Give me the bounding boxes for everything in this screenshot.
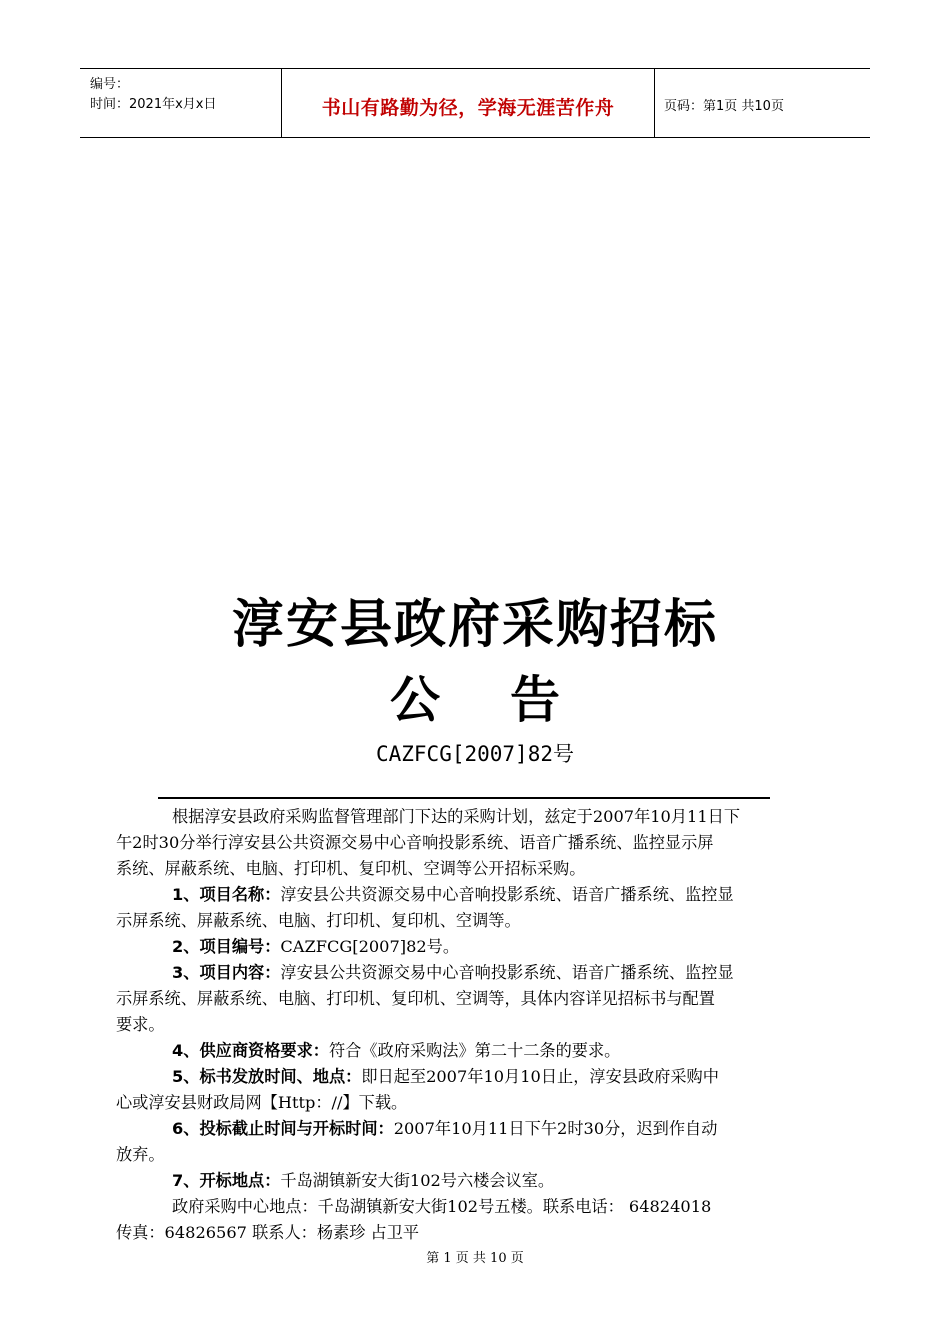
item-project-content-cont-2: 要求。 [116,1015,165,1034]
contact-line-2: 传真：64826567 联系人：杨素珍 占卫平 [116,1223,420,1242]
item-project-number [116,934,836,960]
header-motto-cell [281,69,655,137]
item-label: 4、供应商资格要求： [172,1041,329,1060]
item-deadline-cont: 放弃。 [116,1145,165,1164]
item-text: 2007年10月11日下午2时30分，迟到作自动 [393,1119,718,1138]
motto: 书山有路勤为径，学海无涯苦作舟 [321,97,615,119]
item-label: 7、开标地点： [172,1171,281,1190]
item-label: 2、项目编号： [172,937,281,956]
item-project-name [116,882,836,908]
intro-line-3: 系统、屏蔽系统、电脑、打印机、复印机、空调等公开招标采购。 [116,859,586,878]
subtitle-char-2: 告 [510,670,560,729]
document-number: CAZFCG[2007]82号 [375,742,574,766]
item-text: 淳安县公共资源交易中心音响投影系统、语音广播系统、监控显 [280,885,734,904]
page-info: 页码：第1页 共10页 [664,99,784,114]
document-title: 淳安县政府采购招标 [231,594,718,655]
page-footer: 第 1 页 共 10 页 [426,1251,524,1266]
item-text: 淳安县公共资源交易中心音响投影系统、语音广播系统、监控显 [280,963,734,982]
item-label: 5、标书发放时间、地点： [172,1067,362,1086]
header-table [80,68,870,138]
item-text: 即日起至2007年10月10日止，淳安县政府采购中 [361,1067,719,1086]
document-subtitle [0,660,950,732]
item-supplier-qualification [116,1038,836,1064]
header-info-cell [80,69,281,137]
item-tender-distribution [116,1064,836,1090]
intro-line-1: 根据淳安县政府采购监督管理部门下达的采购计划，兹定于2007年10月11日下 [172,807,741,826]
contact-line-1: 政府采购中心地点：千岛湖镇新安大街102号五楼。联系电话： 64824018 [172,1197,712,1216]
announcement-body [116,804,836,1246]
item-deadline [116,1116,836,1142]
item-text: 千岛湖镇新安大街102号六楼会议室。 [280,1171,555,1190]
item-project-content-cont-1: 示屏系统、屏蔽系统、电脑、打印机、复印机、空调等，具体内容详见招标书与配置 [116,989,715,1008]
serial-label: 编号： [90,77,130,92]
item-label: 1、项目名称： [172,885,281,904]
item-project-name-cont: 示屏系统、屏蔽系统、电脑、打印机、复印机、空调等。 [116,911,521,930]
item-text: 符合《政府采购法》第二十二条的要求。 [328,1041,621,1060]
item-label: 3、项目内容： [172,963,281,982]
intro-line-2: 午2时30分举行淳安县公共资源交易中心音响投影系统、语音广播系统、监控显示屏 [116,833,714,852]
title-divider [158,797,770,799]
item-opening-location [116,1168,836,1194]
time-label: 时间：2021年x月x日 [90,97,217,112]
subtitle-char-1: 公 [390,670,440,729]
item-label: 6、投标截止时间与开标时间： [172,1119,394,1138]
item-tender-distribution-cont: 心或淳安县财政局网【Http：//】下载。 [116,1093,408,1112]
item-project-content [116,960,836,986]
header-page-cell [654,69,870,137]
item-text: CAZFCG[2007]82号。 [280,937,460,956]
